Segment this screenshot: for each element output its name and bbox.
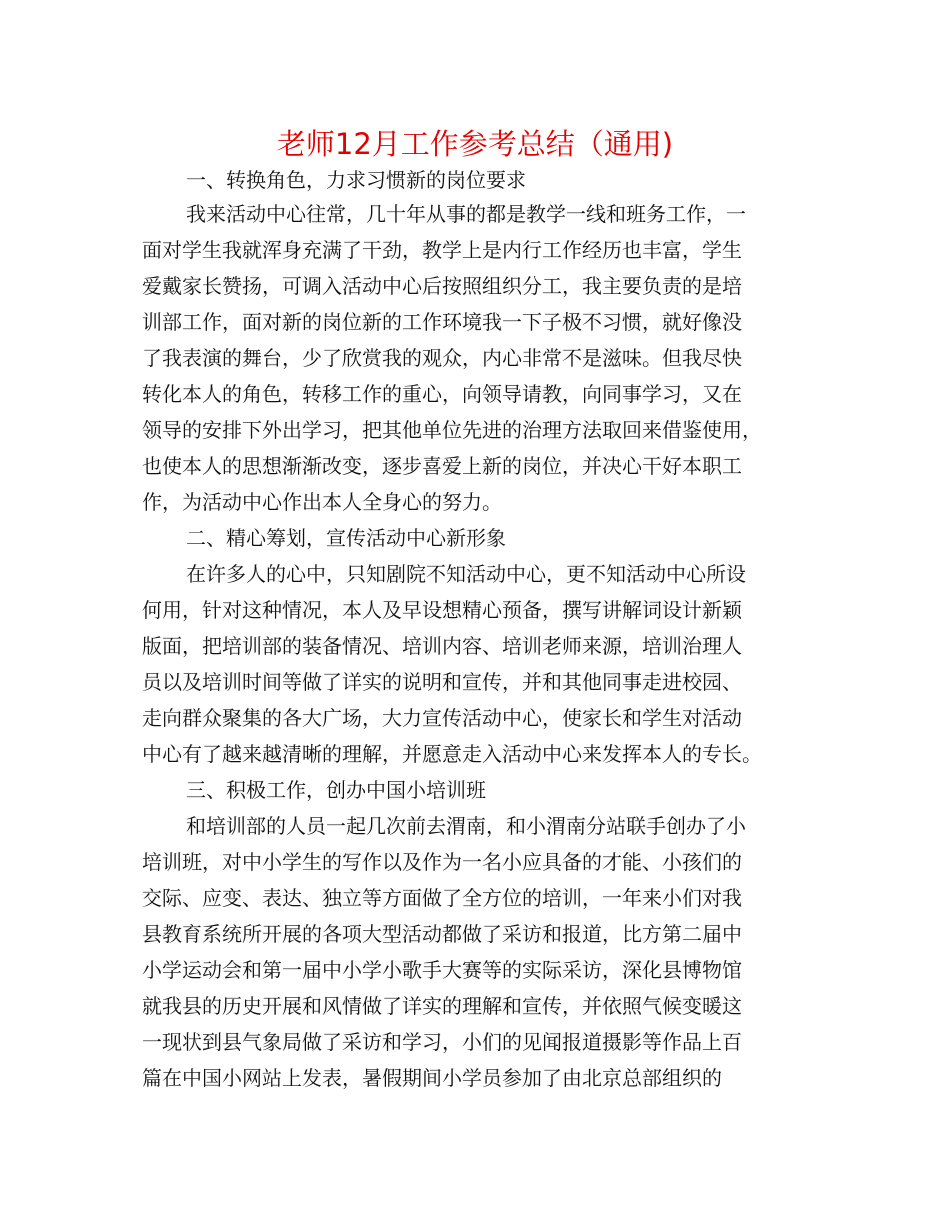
paragraph-line: 交际、应变、表达、独立等方面做了全方位的培训，一年来小们对我 <box>142 886 742 910</box>
paragraph-line: 作，为活动中心作出本人全身心的努力。 <box>142 490 502 514</box>
document-title: 老师12月工作参考总结（通用) <box>276 127 674 161</box>
paragraph-line: 培训班，对中小学生的写作以及作为一名小应具备的才能、小孩们的 <box>142 850 742 874</box>
paragraph-line: 转化本人的角色，转移工作的重心，向领导请教，向同事学习，又在 <box>142 382 742 406</box>
section-heading-2: 二、精心筹划，宣传活动中心新形象 <box>186 526 506 550</box>
paragraph-line: 何用，针对这种情况，本人及早设想精心预备，撰写讲解词设计新颖 <box>142 598 742 622</box>
paragraph-line: 版面，把培训部的装备情况、培训内容、培训老师来源，培训治理人 <box>142 634 742 658</box>
section-heading-3: 三、积极工作，创办中国小培训班 <box>186 778 486 802</box>
paragraph-line: 中心有了越来越清晰的理解，并愿意走入活动中心来发挥本人的专长。 <box>142 742 762 766</box>
paragraph-line: 县教育系统所开展的各项大型活动都做了采访和报道，比方第二届中 <box>142 922 742 946</box>
paragraph-line: 一现状到县气象局做了采访和学习，小们的见闻报道摄影等作品上百 <box>142 1030 742 1054</box>
paragraph-line: 和培训部的人员一起几次前去渭南，和小渭南分站联手创办了小 <box>186 814 746 838</box>
paragraph-line: 也使本人的思想渐渐改变，逐步喜爱上新的岗位，并决心干好本职工 <box>142 454 742 478</box>
paragraph-line: 小学运动会和第一届中小学小歌手大赛等的实际采访，深化县博物馆 <box>142 958 742 982</box>
paragraph-line: 就我县的历史开展和风情做了详实的理解和宣传，并依照气候变暖这 <box>142 994 742 1018</box>
paragraph-line: 篇在中国小网站上发表，暑假期间小学员参加了由北京总部组织的 <box>142 1066 722 1090</box>
paragraph-line: 领导的安排下外出学习，把其他单位先进的治理方法取回来借鉴使用， <box>142 418 762 442</box>
paragraph-line: 面对学生我就浑身充满了干劲，教学上是内行工作经历也丰富，学生 <box>142 238 742 262</box>
paragraph-line: 训部工作，面对新的岗位新的工作环境我一下子极不习惯，就好像没 <box>142 310 742 334</box>
paragraph-line: 我来活动中心往常，几十年从事的都是教学一线和班务工作，一 <box>186 202 746 226</box>
paragraph-line: 员以及培训时间等做了详实的说明和宣传，并和其他同事走进校园、 <box>142 670 742 694</box>
paragraph-line: 走向群众聚集的各大广场，大力宣传活动中心，使家长和学生对活动 <box>142 706 742 730</box>
paragraph-line: 在许多人的心中，只知剧院不知活动中心，更不知活动中心所设 <box>186 562 746 586</box>
paragraph-line: 了我表演的舞台，少了欣赏我的观众，内心非常不是滋味。但我尽快 <box>142 346 742 370</box>
section-heading-1: 一、转换角色，力求习惯新的岗位要求 <box>186 168 526 192</box>
paragraph-line: 爱戴家长赞扬，可调入活动中心后按照组织分工，我主要负责的是培 <box>142 274 742 298</box>
